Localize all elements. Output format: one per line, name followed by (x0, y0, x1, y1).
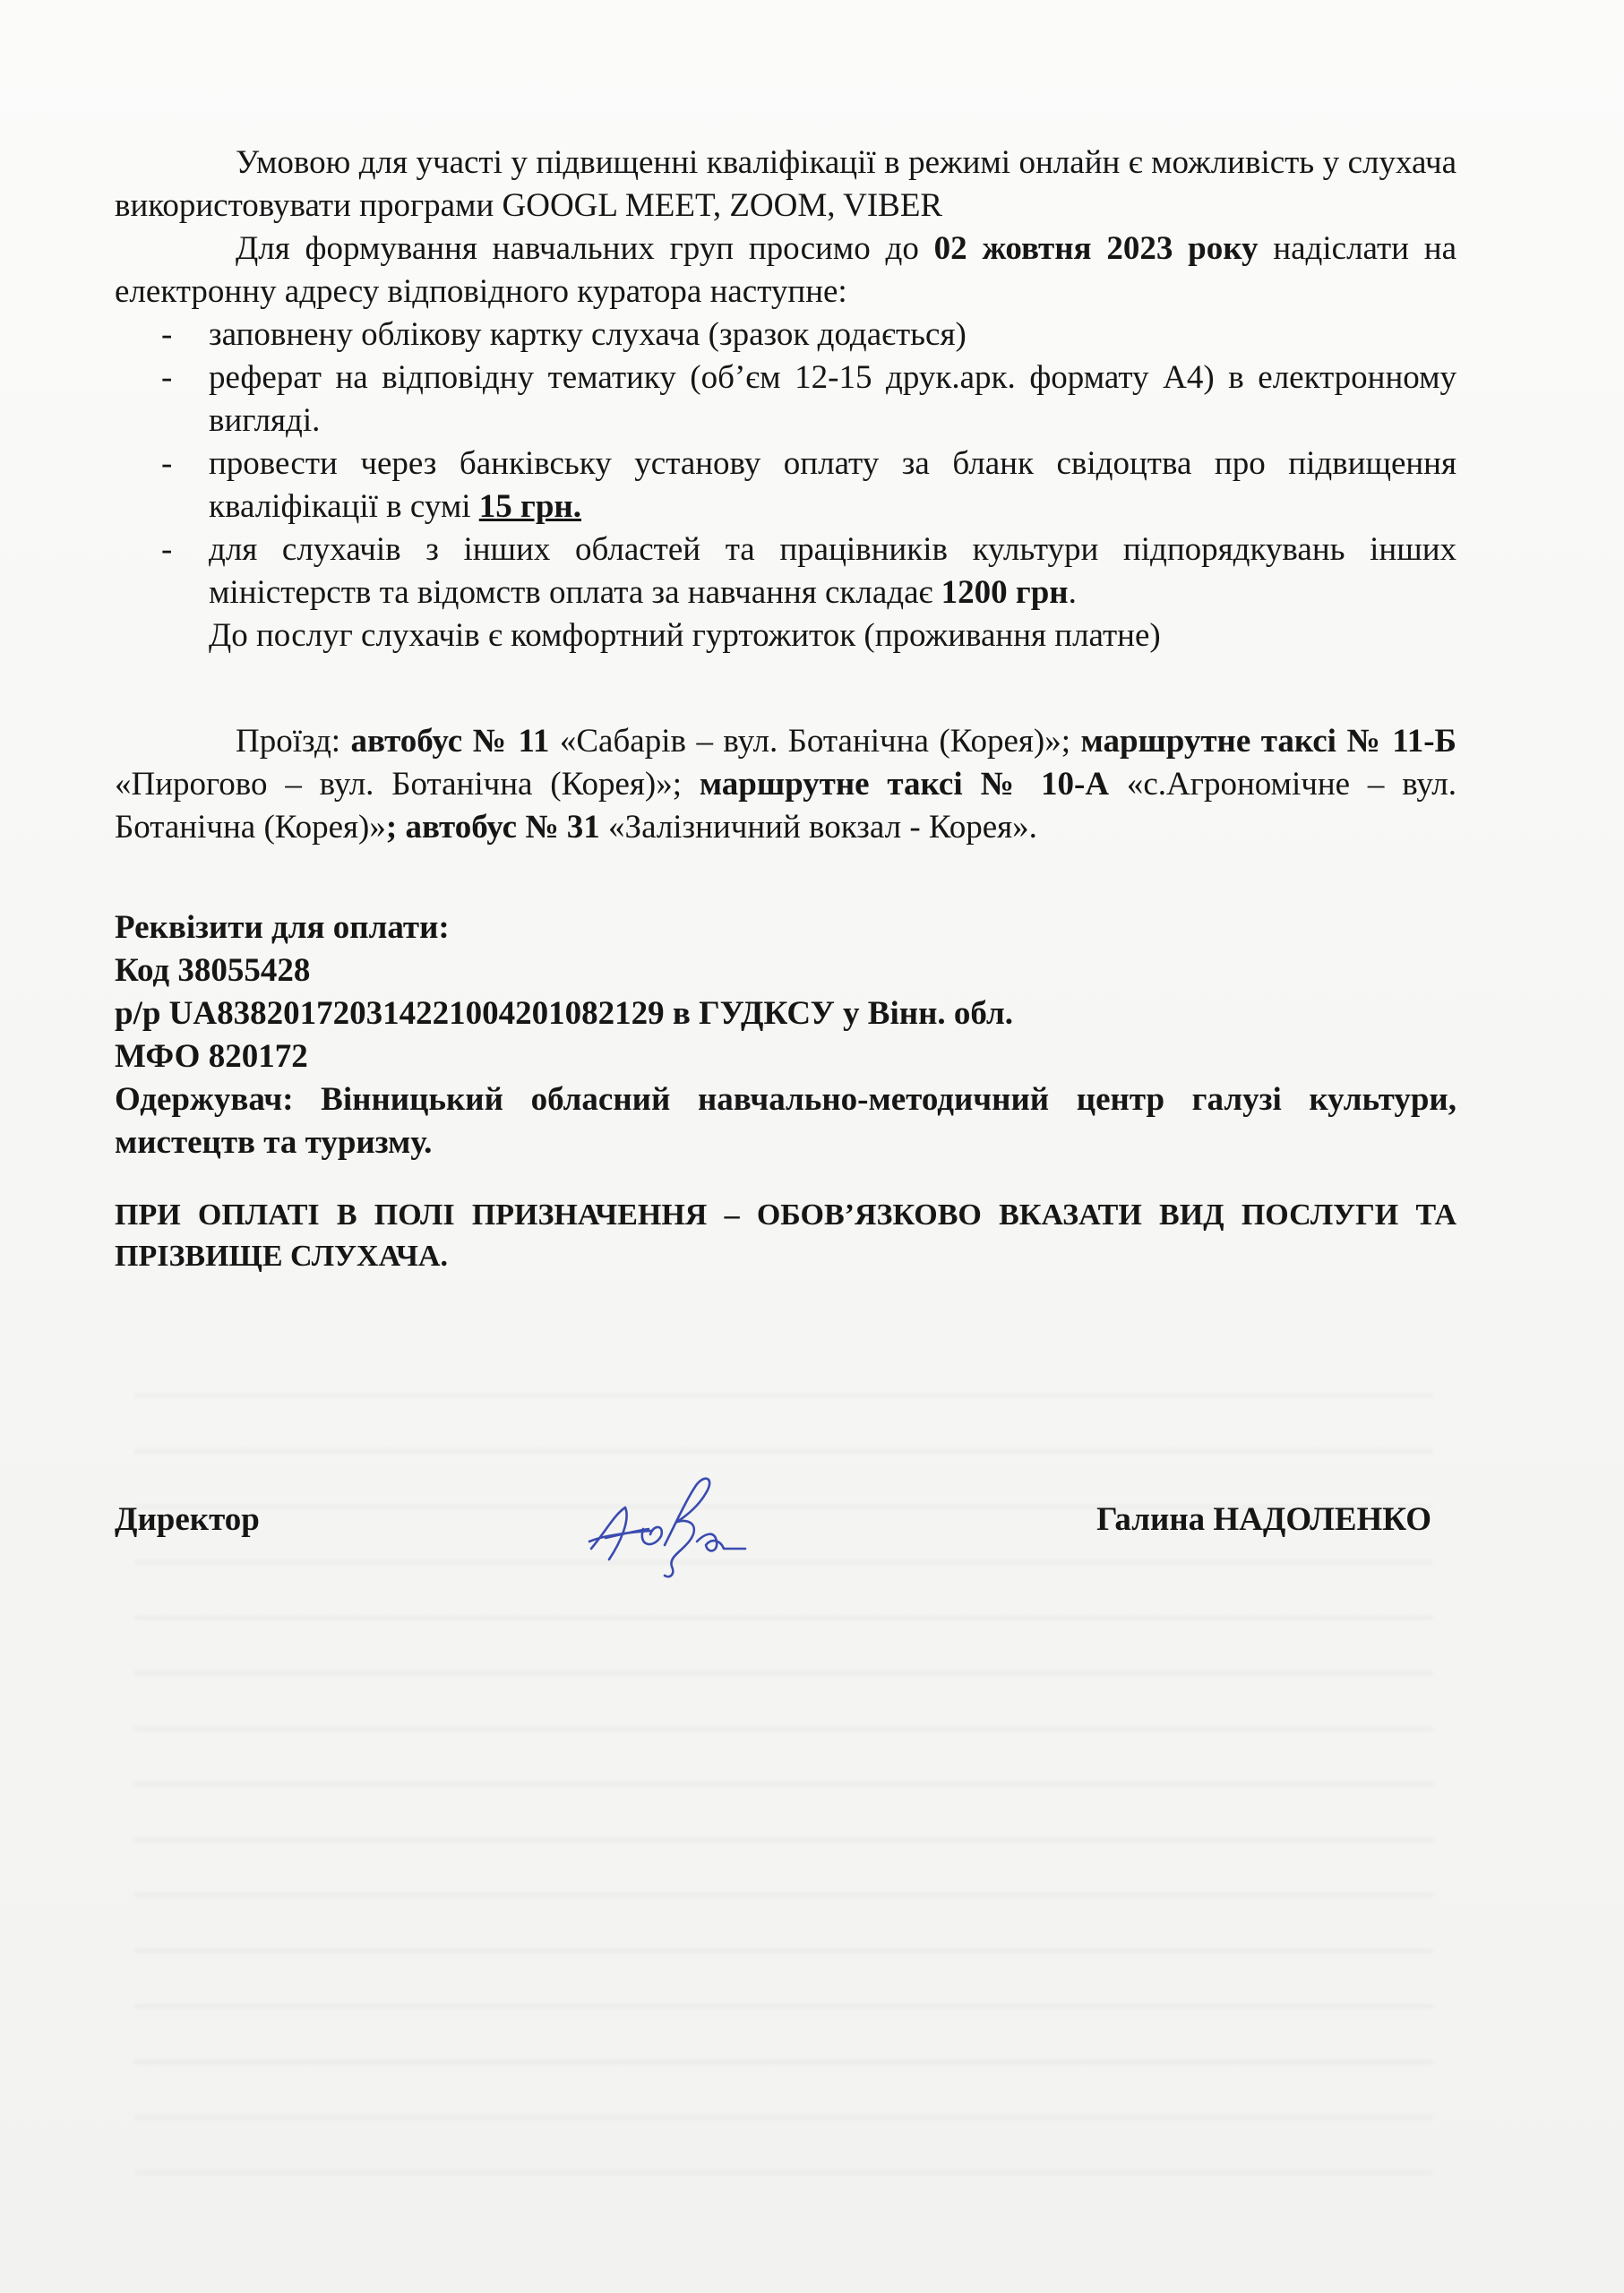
signatory-name: Галина НАДОЛЕНКО (1096, 1501, 1431, 1538)
spacer (115, 849, 1456, 906)
deadline-date: 02 жовтня 2023 року (933, 230, 1259, 267)
list-item-text: для слухачів з інших областей та працівників культури підпорядкувань інших міністерств та відомств оплата за навчання складає (209, 531, 1456, 611)
list-item-end: . (1068, 574, 1077, 611)
group-formation-text: Для формування навчальних груп просимо до (236, 230, 934, 267)
route-desc: «с.Агрономічне – вул. Ботанічна (Корея)» (115, 766, 1457, 846)
list-item: - заповнену облікову картку слухача (зразок додається) (115, 313, 1456, 356)
list-item: - реферат на відповідну тематику (об’єм 12-15 друк.арк. формату А4) в електронному вигляді. (115, 356, 1456, 442)
list-item (115, 442, 1456, 528)
group-formation-text-end: надіслати на електронну адресу відповідного куратора наступне: (115, 230, 1457, 310)
signatory-title: Директор (115, 1501, 260, 1538)
route-desc: «Сабарів – вул. Ботанічна (Корея)»; (549, 723, 1081, 760)
payment-account: р/р UA838201720314221004201082129 в ГУДКСУ у Вінн. обл. (115, 995, 1013, 1032)
transport-label: Проїзд: (236, 723, 351, 760)
route-name: автобус № 11 (350, 723, 550, 760)
route-name: маршрутне таксі № 10-А (699, 766, 1110, 803)
list-item (115, 528, 1456, 614)
route-name: маршрутне таксі № 11-Б (1080, 723, 1457, 760)
spacer (115, 1164, 1456, 1195)
route-desc: «Пирогово – вул. Ботанічна (Корея)»; (115, 766, 700, 803)
online-requirement-paragraph: Умовою для участі у підвищенні кваліфікації в режимі онлайн є можливість у слухача використовувати програми GOOGL MEET, ZOOM, VIBER (115, 144, 1456, 224)
list-item-text: провести через банківську установу оплату за бланк свідоцтва про підвищення кваліфікації в сумі (209, 445, 1456, 525)
spacer (115, 657, 1456, 720)
route-desc: «Залізничний вокзал - Корея». (599, 809, 1037, 846)
route-separator: ; (385, 809, 406, 846)
handwritten-signature (571, 1466, 778, 1601)
payment-code: Код 38055428 (115, 952, 311, 989)
group-formation-paragraph (115, 228, 1456, 313)
payment-heading: Реквізити для оплати: (115, 909, 450, 946)
signature-block (115, 1491, 1456, 1626)
dormitory-note: До послуг слухачів є комфортний гуртожиток (проживання платне) (209, 617, 1161, 654)
payment-mfo: МФО 820172 (115, 1038, 308, 1075)
payment-notice: ПРИ ОПЛАТІ В ПОЛІ ПРИЗНАЧЕННЯ – ОБОВ’ЯЗКОВО ВКАЗАТИ ВИД ПОСЛУГИ ТА ПРІЗВИЩЕ СЛУХАЧА. (115, 1198, 1456, 1273)
route-name: автобус № 31 (405, 809, 600, 846)
certificate-fee: 15 грн. (478, 488, 581, 525)
bleed-through-shadow (134, 1361, 1433, 2212)
letter-body (115, 142, 1456, 1277)
requirements-list (115, 313, 1456, 614)
payment-recipient: Одержувач: Вінницький обласний навчально-методичний центр галузі культури, мистецтв та туризму. (115, 1081, 1456, 1161)
transport-paragraph (115, 720, 1456, 849)
tuition-fee: 1200 грн (941, 574, 1069, 611)
